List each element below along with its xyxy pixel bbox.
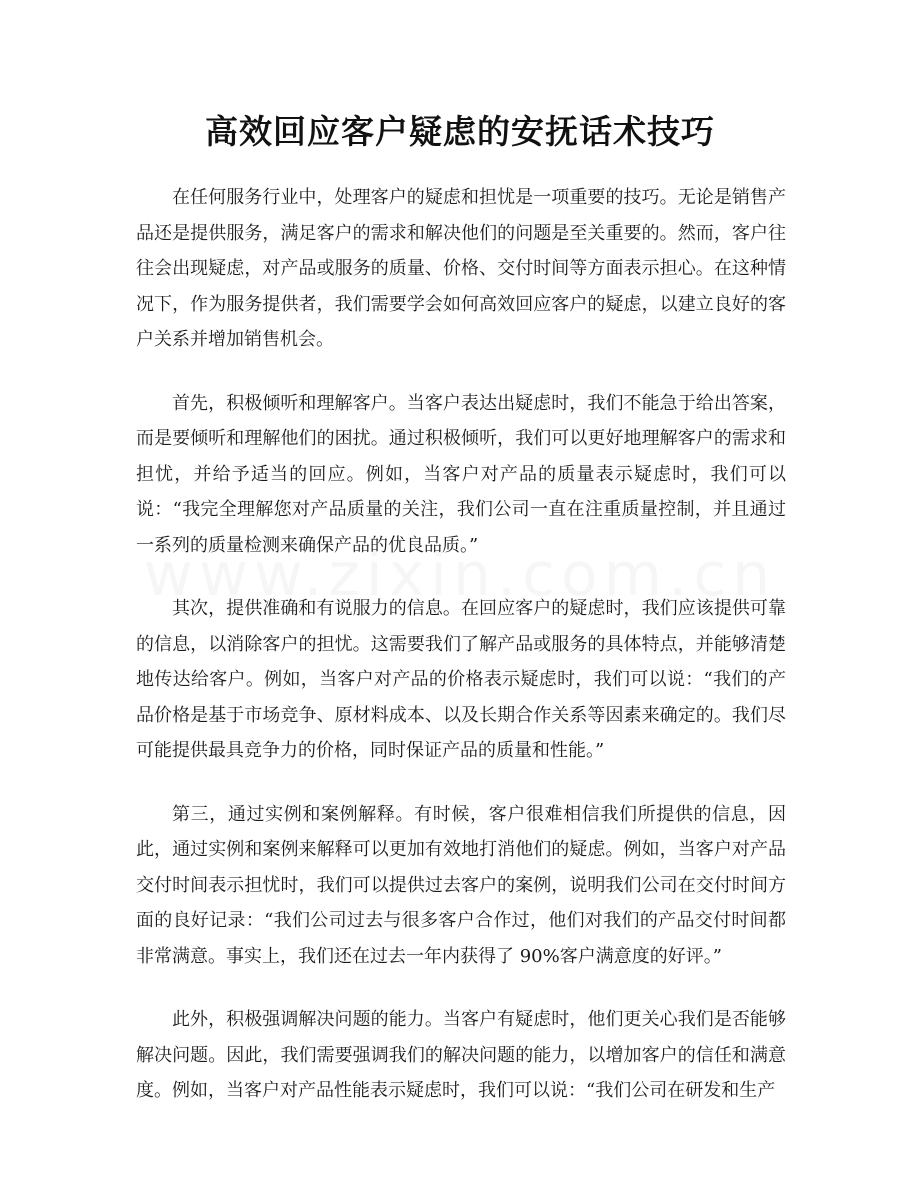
paragraph-first: 首先，积极倾听和理解客户。当客户表达出疑虑时，我们不能急于给出答案，而是要倾听和理解他们的困扰。通过积极倾听，我们可以更好地理解客户的需求和担忧，并给予适当的回应。例如，当客户对产品的质量表示疑虑时，我们可以说：“我完全理解您对产品质量的关注，我们公司一直在注重质量控制，并且通过一系列的质量检测来确保产品的优良品质。” <box>136 392 786 556</box>
paragraph-additionally: 此外，积极强调解决问题的能力。当客户有疑虑时，他们更关心我们是否能够解决问题。因此，我们需要强调我们的解决问题的能力，以增加客户的信任和满意度。例如，当客户对产品性能表示疑虑时，我们可以说：“我们公司在研发和生产 <box>136 1009 786 1101</box>
document-body <box>136 180 786 1137</box>
document-title: 高效回应客户疑虑的安抚话术技巧 <box>205 112 715 151</box>
paragraph-intro: 在任何服务行业中，处理客户的疑虑和担忧是一项重要的技巧。无论是销售产品还是提供服务，满足客户的需求和解决他们的问题是至关重要的。然而，客户往往会出现疑虑，对产品或服务的质量、价格、交付时间等方面表示担心。在这种情况下，作为服务提供者，我们需要学会如何高效回应客户的疑虑，以建立良好的客户关系并增加销售机会。 <box>136 187 786 350</box>
paragraph-third: 第三，通过实例和案例解释。有时候，客户很难相信我们所提供的信息，因此，通过实例和案例来解释可以更加有效地打消他们的疑虑。例如，当客户对产品交付时间表示担忧时，我们可以提供过去客户的案例，说明我们公司在交付时间方面的良好记录：“我们公司过去与很多客户合作过，他们对我们的产品交付时间都非常满意。事实上，我们还在过去一年内获得了 90%客户满意度的好评。” <box>136 803 786 967</box>
paragraph-second: 其次，提供准确和有说服力的信息。在回应客户的疑虑时，我们应该提供可靠的信息，以消除客户的担忧。这需要我们了解产品或服务的具体特点，并能够清楚地传达给客户。例如，当客户对产品的价格表示疑虑时，我们可以说：“我们的产品价格是基于市场竞争、原材料成本、以及长期合作关系等因素来确定的。我们尽可能提供最具竞争力的价格，同时保证产品的质量和性能。” <box>136 598 786 761</box>
